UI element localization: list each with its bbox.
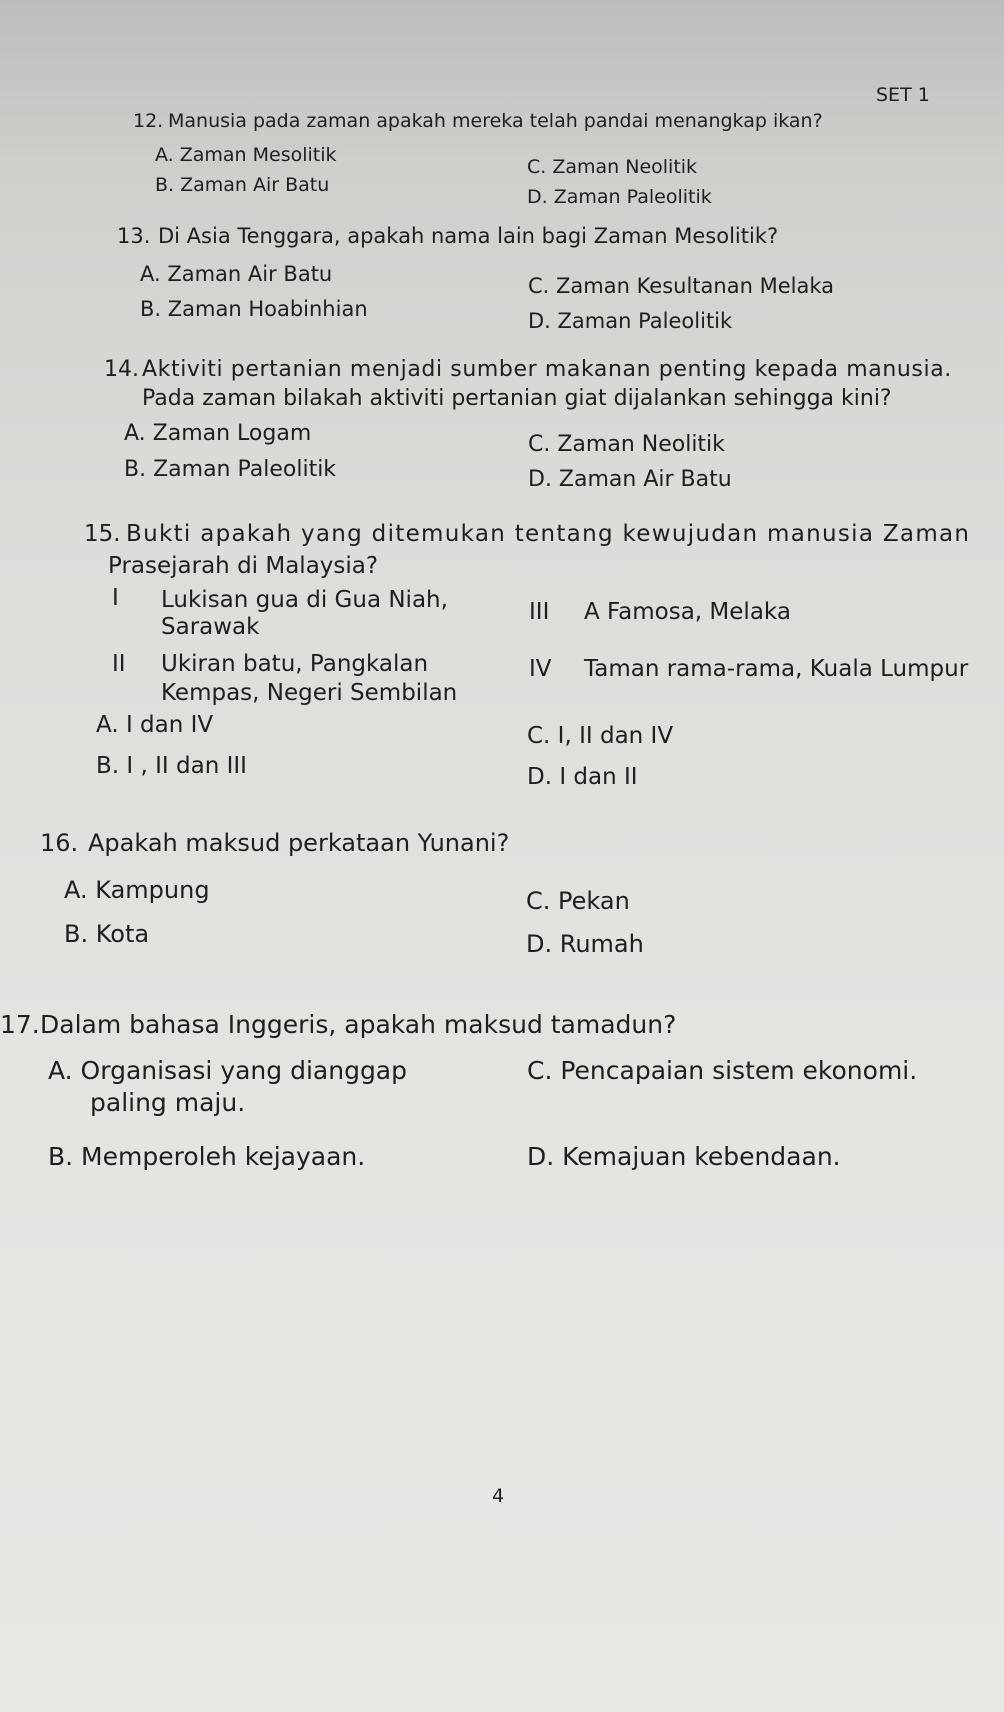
option-d: D. Zaman Paleolitik — [528, 309, 733, 333]
option-a: A. Zaman Logam — [124, 421, 312, 446]
option-c: C. Zaman Neolitik — [527, 156, 698, 178]
statement-ii-line2: Kempas, Negeri Sembilan — [161, 680, 458, 706]
option-d: D. Zaman Air Batu — [528, 467, 732, 492]
question-number: 15. — [84, 521, 121, 547]
option-c: C. Zaman Kesultanan Melaka — [528, 274, 834, 298]
option-d: D. Zaman Paleolitik — [527, 186, 712, 208]
option-b: B. Memperoleh kejayaan. — [48, 1142, 366, 1171]
statement-iii-numeral: III — [529, 599, 550, 625]
question-number: 12. — [133, 110, 164, 132]
option-b: B. Zaman Hoabinhian — [140, 297, 368, 321]
statement-iv-text: Taman rama-rama, Kuala Lumpur — [584, 656, 969, 682]
option-a: A. Zaman Mesolitik — [155, 144, 337, 166]
statement-ii-line1: Ukiran batu, Pangkalan — [161, 651, 429, 677]
option-a: A. Kampung — [64, 876, 210, 904]
page-number: 4 — [492, 1485, 505, 1507]
question-number: 17. — [0, 1010, 40, 1039]
question-text-line2: Pada zaman bilakah aktiviti pertanian giat dijalankan sehingga kini? — [142, 386, 892, 411]
question-text: Di Asia Tenggara, apakah nama lain bagi Zaman Mesolitik? — [158, 224, 779, 248]
statement-iii-text: A Famosa, Melaka — [584, 599, 791, 625]
statement-i-numeral: I — [112, 585, 119, 611]
statement-ii-numeral: II — [112, 651, 126, 677]
option-a: A. Zaman Air Batu — [140, 262, 333, 286]
question-text: Apakah maksud perkataan Yunani? — [88, 829, 510, 857]
option-d: D. Kemajuan kebendaan. — [527, 1142, 841, 1171]
question-number: 13. — [117, 224, 151, 248]
statement-i-line2: Sarawak — [161, 614, 260, 640]
question-number: 14. — [104, 357, 139, 382]
statement-i-line1: Lukisan gua di Gua Niah, — [161, 587, 448, 613]
statement-iv-numeral: IV — [529, 656, 552, 682]
option-c: C. Pekan — [526, 887, 630, 915]
set-label: SET 1 — [876, 84, 930, 106]
question-text-line1: Aktiviti pertanian menjadi sumber makanan penting kepada manusia. — [142, 357, 952, 382]
question-text: Manusia pada zaman apakah mereka telah pandai menangkap ikan? — [168, 110, 823, 132]
option-b: B. I , II dan III — [96, 753, 247, 779]
question-text-line2: Prasejarah di Malaysia? — [108, 553, 379, 579]
option-b: B. Zaman Air Batu — [155, 174, 330, 196]
option-c: C. Zaman Neolitik — [528, 432, 725, 457]
option-a: A. I dan IV — [96, 712, 214, 738]
option-a-line1: A. Organisasi yang dianggap — [48, 1056, 407, 1085]
question-number: 16. — [40, 829, 79, 857]
option-d: D. I dan II — [527, 764, 638, 790]
option-c: C. Pencapaian sistem ekonomi. — [527, 1056, 918, 1085]
question-text-line1: Bukti apakah yang ditemukan tentang kewujudan manusia Zaman — [126, 521, 971, 547]
option-b: B. Kota — [64, 920, 150, 948]
question-text: Dalam bahasa Inggeris, apakah maksud tamadun? — [40, 1010, 677, 1039]
option-a-line2: paling maju. — [90, 1088, 246, 1117]
option-c: C. I, II dan IV — [527, 723, 674, 749]
option-d: D. Rumah — [526, 930, 644, 958]
option-b: B. Zaman Paleolitik — [124, 457, 337, 482]
